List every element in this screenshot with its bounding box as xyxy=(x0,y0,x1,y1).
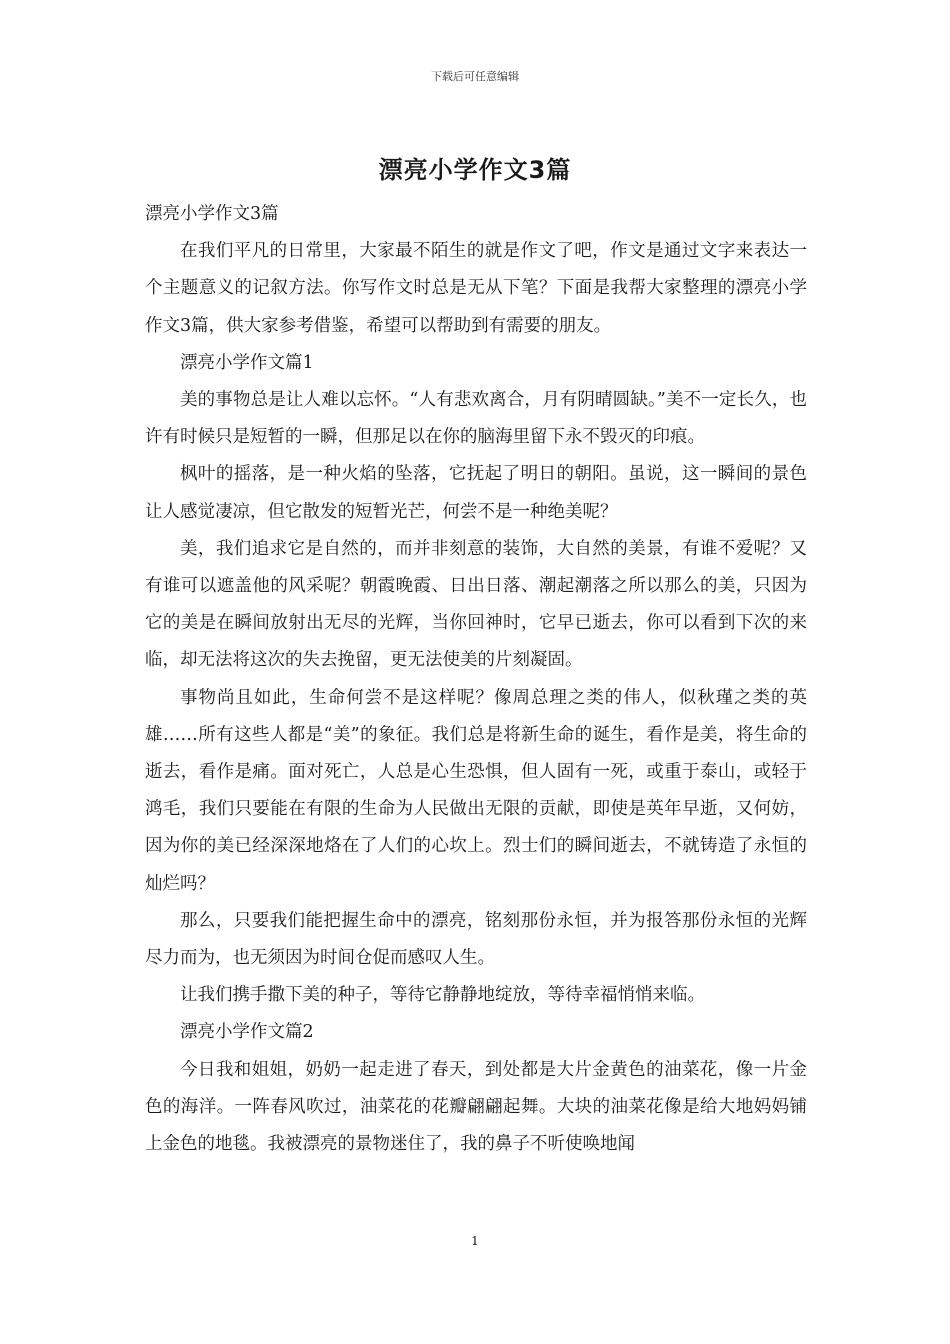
paragraph: 枫叶的摇落，是一种火焰的坠落，它抚起了明日的朝阳。虽说，这一瞬间的景色让人感觉凄凉，但它散发的短暂光芒，何尝不是一种绝美呢？ xyxy=(145,464,807,522)
paragraph: 那么，只要我们能把握生命中的漂亮，铭刻那份永恒，并为报答那份永恒的光辉尽力而为，也无须因为时间仓促而感叹人生。 xyxy=(145,910,807,969)
subtitle-line: 漂亮小学作文3篇 xyxy=(145,204,279,224)
header-note: 下载后可任意编辑 xyxy=(431,70,519,83)
body-text xyxy=(145,196,807,1163)
document-title: 漂亮小学作文3篇 xyxy=(378,156,572,184)
paragraph: 美的事物总是让人难以忘怀。“人有悲欢离合，月有阴晴圆缺。”美不一定长久，也许有时候只是短暂的一瞬，但那足以在你的脑海里留下永不毁灭的印痕。 xyxy=(145,390,807,448)
intro-paragraph: 在我们平凡的日常里，大家最不陌生的就是作文了吧，作文是通过文字来表达一个主题意义的记叙方法。你写作文时总是无从下笔？下面是我帮大家整理的漂亮小学作文3篇，供大家参考借鉴，希望可以帮助到有需要的朋友。 xyxy=(145,241,807,336)
paragraph: 让我们携手撒下美的种子，等待它静静地绽放，等待幸福悄悄来临。 xyxy=(180,985,705,1006)
paragraph: 事物尚且如此，生命何尝不是这样呢？像周总理之类的伟人，似秋瑾之类的英雄……所有这些人都是“美”的象征。我们总是将新生命的诞生，看作是美，将生命的逝去，看作是痛。面对死亡，人总是心生恐惧，但人固有一死，或重于泰山，或轻于鸿毛，我们只要能在有限的生命为人民做出无限的贡献，即使是英年早逝，又何妨，因为你的美已经深深地烙在了人们的心坎上。烈士们的瞬间逝去，不就铸造了永恒的灿烂吗？ xyxy=(145,687,807,894)
page-number: 1 xyxy=(471,1234,479,1248)
paragraph: 美，我们追求它是自然的，而并非刻意的装饰，大自然的美景，有谁不爱呢？又有谁可以遮盖他的风采呢？朝霞晚霞、日出日落、潮起潮落之所以那么的美，只因为它的美是在瞬间放射出无尽的光辉，当你回神时，它早已逝去，你可以看到下次的来临，却无法将这次的失去挽留，更无法使美的片刻凝固。 xyxy=(145,538,807,671)
section-heading-2: 漂亮小学作文篇2 xyxy=(180,1022,314,1043)
paragraph: 今日我和姐姐，奶奶一起走进了春天，到处都是大片金黄色的油菜花，像一片金色的海洋。一阵春风吹过，油菜花的花瓣翩翩起舞。大块的油菜花像是给大地妈妈铺上金色的地毯。我被漂亮的景物迷住了，我的鼻子不听使唤地闻 xyxy=(145,1059,807,1155)
section-heading-1: 漂亮小学作文篇1 xyxy=(180,352,314,373)
